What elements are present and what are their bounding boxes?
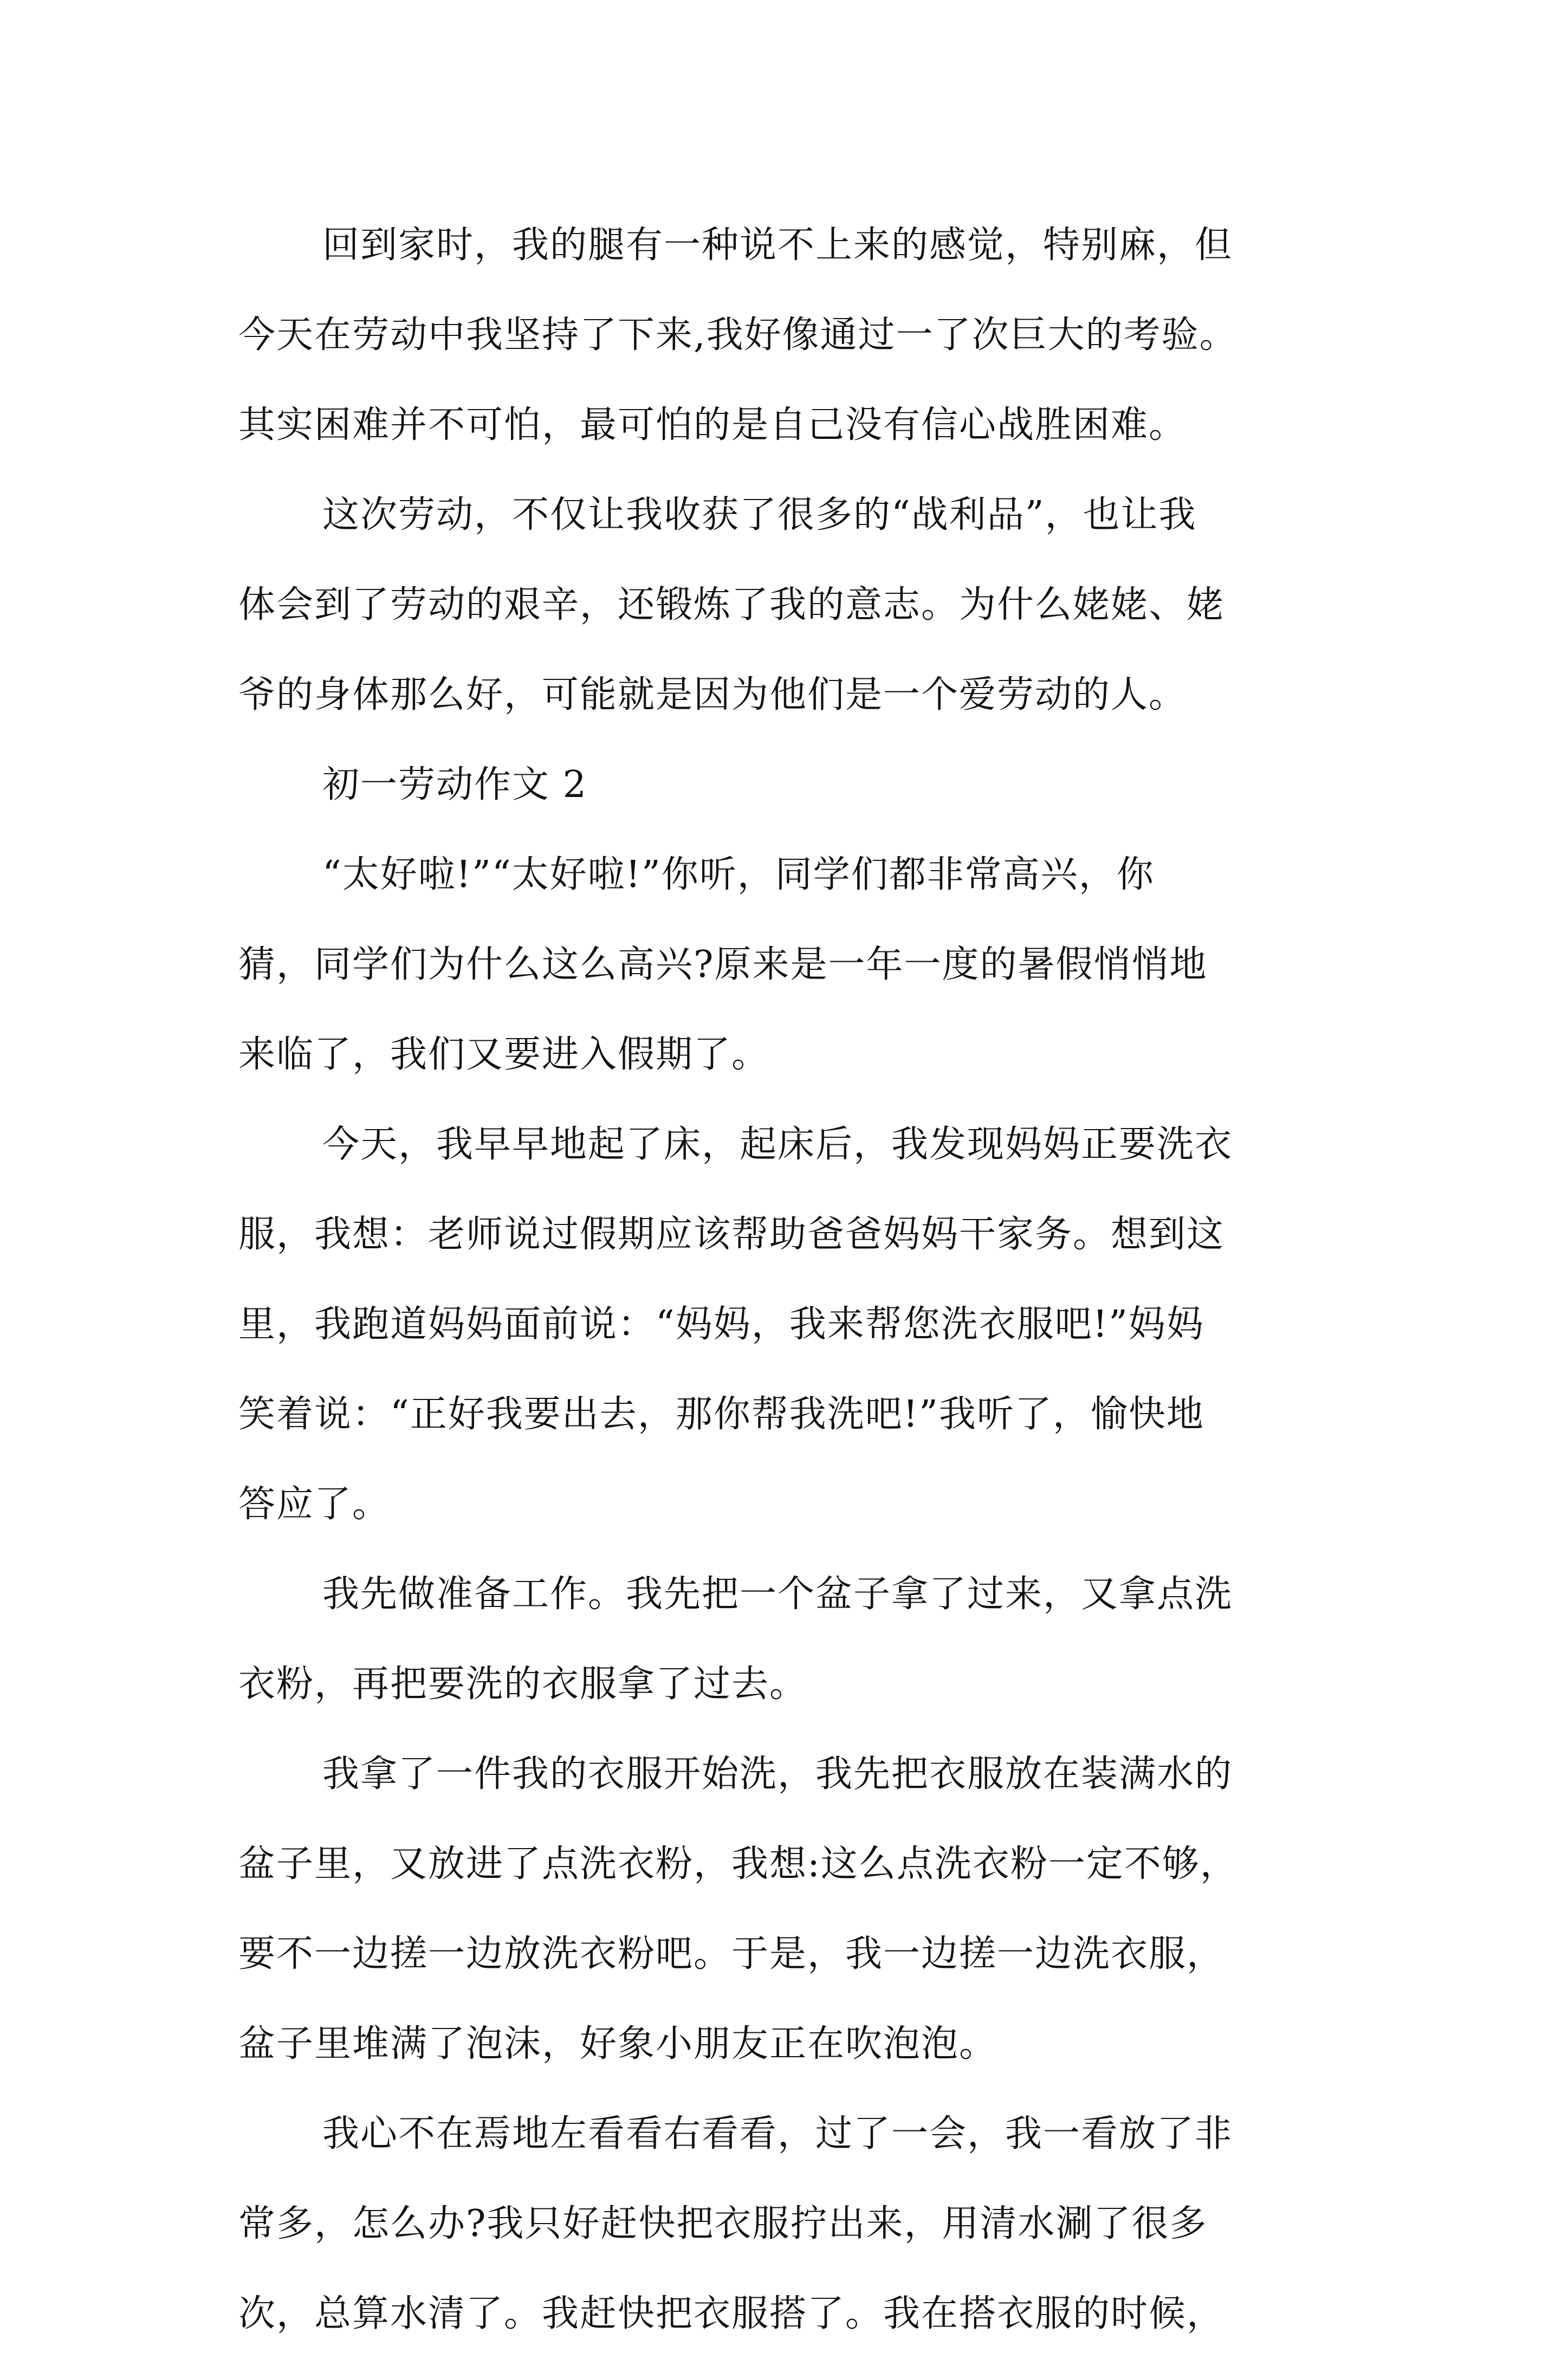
text-line: 来临了，我们又要进入假期了。: [238, 1033, 770, 1076]
text-line: 盆子里，又放进了点洗衣粉，我想:这么点洗衣粉一定不够，: [238, 1843, 1238, 1885]
text-line: 里，我跑道妈妈面前说：“妈妈，我来帮您洗衣服吧!”妈妈: [238, 1303, 1204, 1346]
text-line: 常多，怎么办?我只好赶快把衣服拧出来，用清水涮了很多: [238, 2202, 1208, 2245]
text-line: 要不一边搓一边放洗衣粉吧。于是，我一边搓一边洗衣服，: [238, 1933, 1225, 1975]
text-line: 衣粉，再把要洗的衣服拿了过去。: [238, 1663, 808, 1706]
text-line: 今天在劳动中我坚持了下来,我好像通过一了次巨大的考验。: [238, 314, 1237, 357]
text-line: 其实困难并不可怕，最可怕的是自己没有信心战胜困难。: [238, 404, 1187, 446]
text-line: 体会到了劳动的艰辛，还锻炼了我的意志。为什么姥姥、姥: [238, 584, 1225, 626]
paragraph-first-line: 我先做准备工作。我先把一个盆子拿了过来，又拿点洗: [322, 1573, 1233, 1616]
text-line: 答应了。: [238, 1483, 391, 1526]
text-line: 服，我想：老师说过假期应该帮助爸爸妈妈干家务。想到这: [238, 1213, 1225, 1256]
essay-body: [238, 200, 1376, 2359]
paragraph-first-line: 回到家时，我的腿有一种说不上来的感觉，特别麻，但: [322, 224, 1233, 267]
paragraph-first-line: 这次劳动，不仅让我收获了很多的“战利品”，也让我: [322, 494, 1197, 536]
text-line: 次，总算水清了。我赶快把衣服搭了。我在搭衣服的时候，: [238, 2292, 1225, 2335]
text-line: 盆子里堆满了泡沫，好象小朋友正在吹泡泡。: [238, 2023, 997, 2065]
paragraph-first-line: 初一劳动作文 2: [322, 763, 587, 806]
text-line: 笑着说：“正好我要出去，那你帮我洗吧!”我听了，愉快地: [238, 1393, 1204, 1436]
paragraph-first-line: 我拿了一件我的衣服开始洗，我先把衣服放在装满水的: [322, 1753, 1233, 1796]
paragraph-first-line: 今天，我早早地起了床，起床后，我发现妈妈正要洗衣: [322, 1123, 1233, 1166]
text-line: 猜，同学们为什么这么高兴?原来是一年一度的暑假悄悄地: [238, 943, 1208, 986]
text-line: 爷的身体那么好，可能就是因为他们是一个爱劳动的人。: [238, 673, 1187, 716]
paragraph-first-line: “太好啦!”“太好啦!”你听，同学们都非常高兴，你: [322, 853, 1155, 896]
paragraph-first-line: 我心不在焉地左看看右看看，过了一会，我一看放了非: [322, 2112, 1233, 2155]
